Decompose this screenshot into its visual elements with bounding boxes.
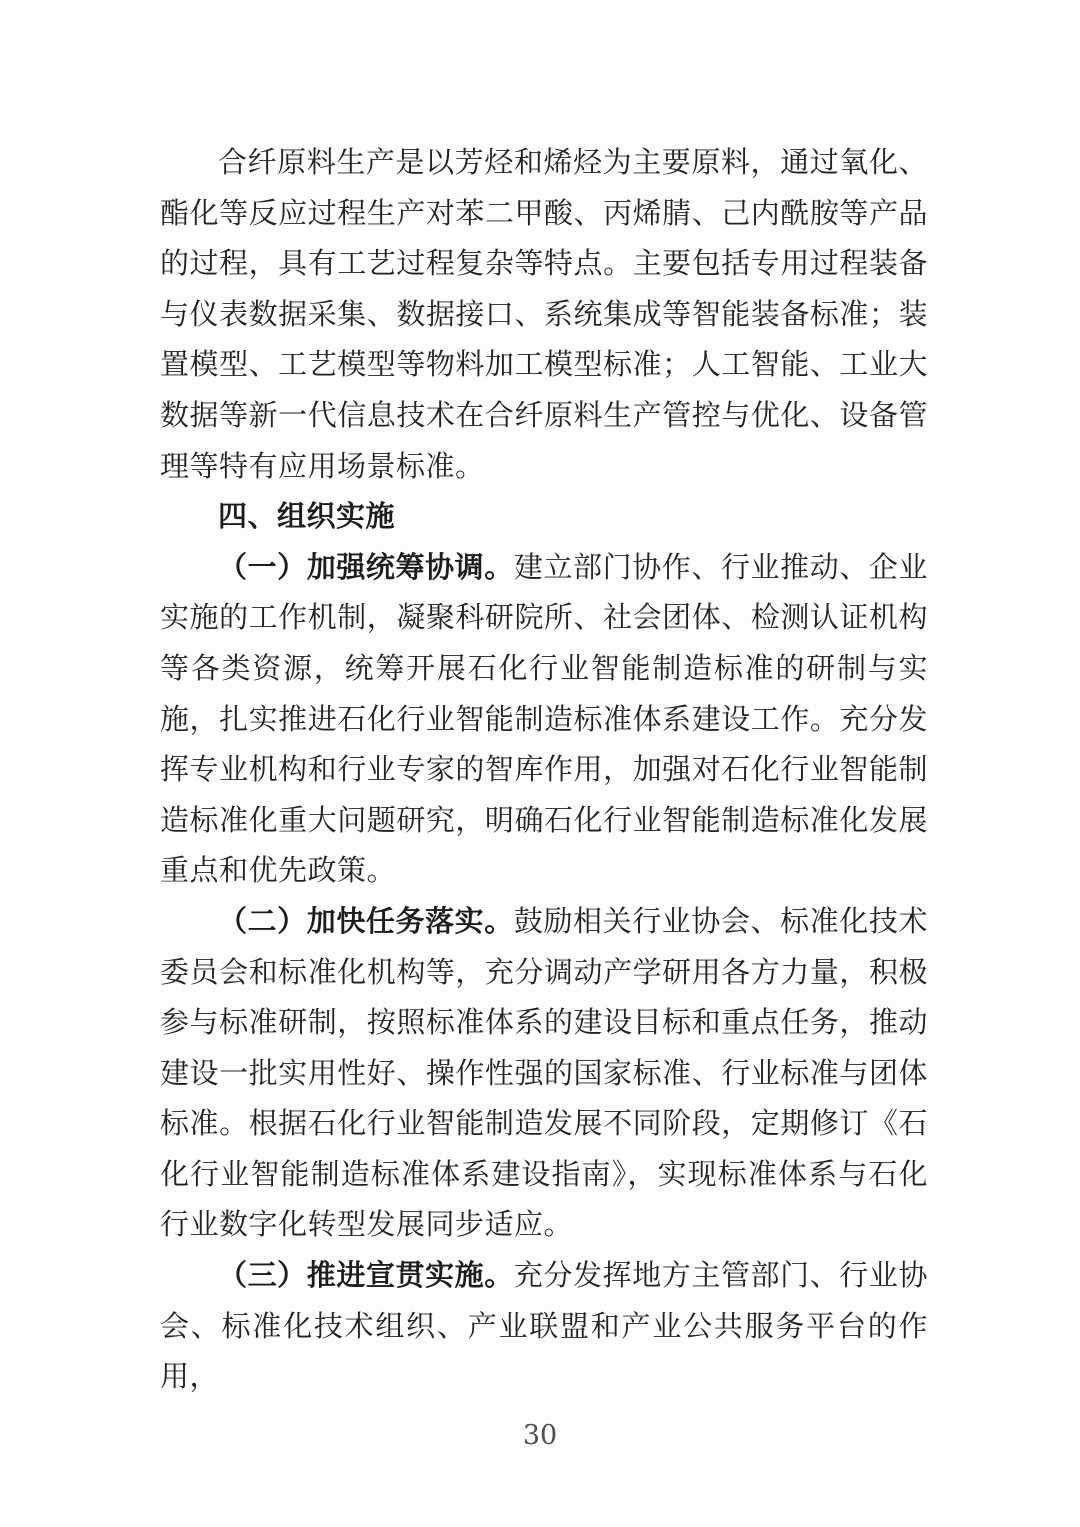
paragraph-strengthen-coordination bbox=[160, 543, 928, 897]
paragraph-promote-publicity-implementation bbox=[160, 1251, 928, 1403]
paragraph-synthetic-fiber-raw-materials bbox=[160, 138, 928, 492]
paragraph-text: 建立部门协作、行业推动、企业实施的工作机制，凝聚科研院所、社会团体、检测认证机构等各类资源，统筹开展石化行业智能制造标准的研制与实施，扎实推进石化行业智能制造标准体系建设工作。充分发挥专业机构和行业专家的智库作用，加强对石化行业智能制造标准化重大问题研究，明确石化行业智能制造标准化发展重点和优先政策。 bbox=[160, 551, 928, 888]
paragraph-text: 鼓励相关行业协会、标准化技术委员会和标准化机构等，充分调动产学研用各方力量，积极参与标准研制，按照标准体系的建设目标和重点任务，推动建设一批实用性好、操作性强的国家标准、行业标准与团体标准。根据石化行业智能制造发展不同阶段，定期修订《石化行业智能制造标准体系建设指南》，实现标准体系与石化行业数字化转型发展同步适应。 bbox=[160, 905, 928, 1242]
page-number: 30 bbox=[522, 1420, 558, 1451]
paragraph-accelerate-task-implementation bbox=[160, 897, 928, 1251]
paragraph-text: 充分发挥地方主管部门、行业协会、标准化技术组织、产业联盟和产业公共服务平台的作用， bbox=[160, 1260, 928, 1394]
paragraph-lead: （三）推进宣贯实施。 bbox=[218, 1260, 514, 1293]
section-heading-organization-implementation: 四、组织实施 bbox=[218, 501, 396, 534]
paragraph-text: 合纤原料生产是以芳烃和烯烃为主要原料，通过氧化、酯化等反应过程生产对苯二甲酸、丙烯腈、己内酰胺等产品的过程，具有工艺过程复杂等特点。主要包括专用过程装备与仪表数据采集、数据接口、系统集成等智能装备标准；装置模型、工艺模型等物料加工模型标准；人工智能、工业大数据等新一代信息技术在合纤原料生产管控与优化、设备管理等特有应用场景标准。 bbox=[160, 147, 928, 483]
paragraph-lead: （二）加快任务落实。 bbox=[218, 905, 514, 938]
page-content bbox=[160, 138, 928, 1403]
paragraph-lead: （一）加强统筹协调。 bbox=[218, 551, 514, 584]
